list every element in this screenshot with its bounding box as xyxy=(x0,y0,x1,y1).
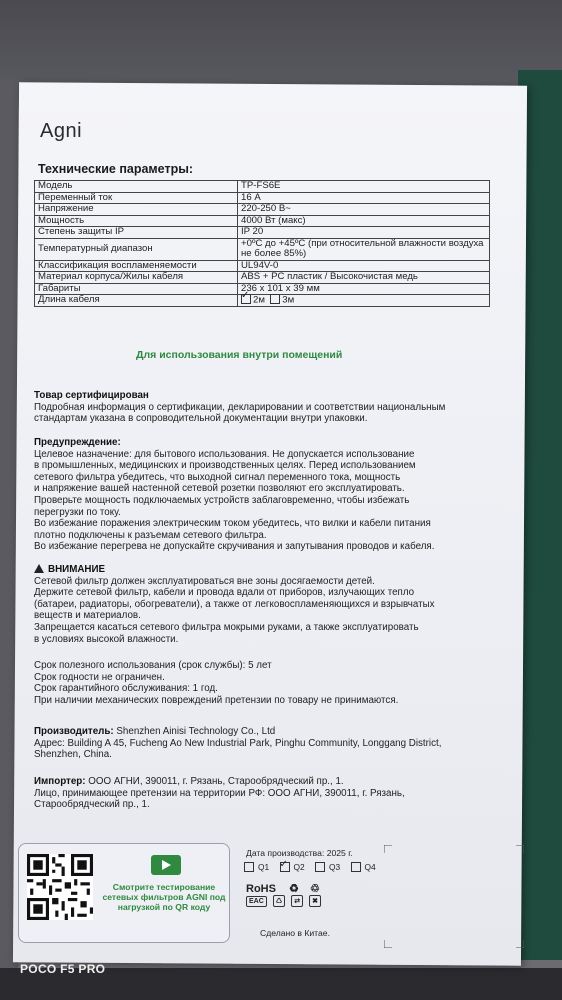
checkbox-checked-icon xyxy=(241,294,251,304)
checkbox-icon xyxy=(244,862,254,872)
crop-mark-icon xyxy=(384,940,392,948)
camera-watermark: POCO F5 PRO xyxy=(20,962,106,976)
specs-title: Технические параметры: xyxy=(38,162,194,176)
certification-marks xyxy=(246,882,324,907)
spec-row: Переменный ток 16 А xyxy=(35,192,490,204)
importer-block: Импортер: ООО АГНИ, 390011, г. Рязань, Старообрядческий пр., 1. Лицо, принимающее претензии на территории РФ: ООО АГНИ, 390011, г. Рязань, Старообрядческий пр., 1. xyxy=(34,776,405,811)
spec-row: Модель TP-FS6E xyxy=(35,181,490,193)
qr-panel xyxy=(18,843,230,943)
spec-row: Температурный диапазон +0ºС до +45ºС (при относительной влажности воздуха не более 85%) xyxy=(35,238,490,260)
recycle-icon: ♻ xyxy=(289,883,299,895)
warning-block: Предупреждение: Целевое назначение: для бытового использования. Не допускается использование в промышленных, медицинских и производственных целях. Перед использованием сетевого фильтра убедитесь, что выходной сигнал переменного тока, мощность и напряжение вашей настенной сетевой розетки позволяют его эксплуатировать. Проверьте мощность подключаемых устройств заблаговременно, чтобы избежать перегрузки по току. Во избежание поражения электрическим током убедитесь, что вилки и кабели питания плотно подключены к разъемам сетевого фильтра. Во избежание перегрева не допускайте скручивания и запутывания проводов и кабеля. xyxy=(34,437,435,553)
qr-code-icon[interactable] xyxy=(27,854,93,920)
specs-table xyxy=(34,180,490,307)
checkbox-checked-icon xyxy=(280,862,290,872)
crossed-bin-icon: ✖ xyxy=(309,895,321,907)
spec-row: Классификация воспламеняемости UL94V-0 xyxy=(35,260,490,272)
made-in-china: Сделано в Китае. xyxy=(260,928,330,938)
spec-row: Длина кабеля ✓ 2м 3м xyxy=(35,295,490,307)
spec-row: Степень защиты IP IP 20 xyxy=(35,227,490,239)
crop-mark-icon xyxy=(384,845,392,853)
production-date-label: Дата производства: 2025 г. xyxy=(246,848,353,858)
qr-caption: Смотрите тестирование сетевых фильтров AGNI под нагрузкой по QR коду xyxy=(102,882,226,913)
checkbox-icon xyxy=(270,294,280,304)
eac-mark: EAC xyxy=(246,896,267,907)
checkbox-icon xyxy=(315,862,325,872)
plug-recycle-icon: ⇄ xyxy=(291,895,303,907)
spec-row: Напряжение 220-250 В~ xyxy=(35,204,490,216)
indoor-use-note: Для использования внутри помещений xyxy=(136,349,343,361)
checkbox-icon xyxy=(351,862,361,872)
brand-logo: Agni xyxy=(40,120,83,142)
producer-block: Производитель: Shenzhen Ainisi Technology Co., Ltd Адрес: Building A 45, Fucheng Ao New Industrial Park, Pinghu Community, Longgang District, Shenzhen, China. xyxy=(34,726,442,761)
mobius-recycle-icon: ♲ xyxy=(309,883,320,895)
quarter-checkboxes: Q1 ✓ Q2 Q3 Q4 xyxy=(244,862,384,873)
spec-row: Мощность 4000 Вт (макс) xyxy=(35,215,490,227)
tidy-man-icon: ♺ xyxy=(273,895,285,907)
rohs-mark: RoHS xyxy=(246,883,276,895)
crop-mark-icon xyxy=(516,845,524,853)
video-play-icon[interactable] xyxy=(151,855,181,875)
warning-triangle-icon xyxy=(34,564,44,573)
certified-block: Товар сертифицирован Подробная информация о сертификации, декларировании и соответствии национальным стандартам указана в сопроводительной документации внутри упаковки. xyxy=(34,390,446,425)
service-life-block: Срок полезного использования (срок службы): 5 лет Срок годности не ограничен. Срок гарантийного обслуживания: 1 год. При наличии механических повреждений претензии по товару не принимаются. xyxy=(34,660,399,706)
crop-mark-icon xyxy=(516,940,524,948)
spec-row: Габариты 236 х 101 х 39 мм xyxy=(35,283,490,295)
spec-row: Материал корпуса/Жилы кабеля ABS + PC пластик / Высокочистая медь xyxy=(35,272,490,284)
attention-block: ВНИМАНИЕ Сетевой фильтр должен эксплуатироваться вне зоны досягаемости детей. Держите сетевой фильтр, кабели и провода вдали от приборов, излучающих тепло (батареи, радиаторы, обогреватели), а также от легковоспламеняющихся и взрывчатых веществ и материалов. Запрещается касаться сетевого фильтра мокрыми руками, а также эксплуатировать в условиях высокой влажности. xyxy=(34,564,435,645)
